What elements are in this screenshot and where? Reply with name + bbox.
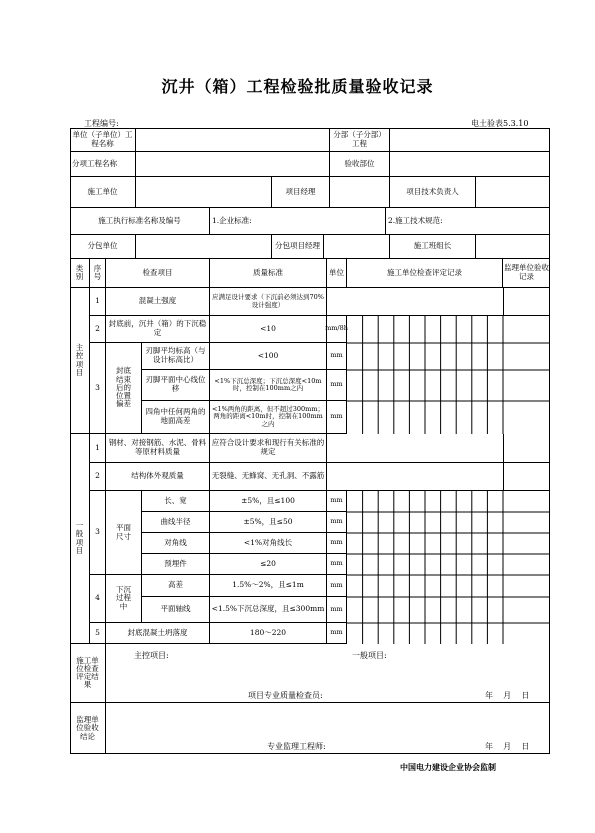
col-record: 施工单位检查评定记录 <box>347 259 503 288</box>
footer-issuer: 中国电力建设企业协会监制 <box>400 763 496 772</box>
main-row-3-group: 封底结束后的位置偏差 <box>106 343 142 434</box>
gen-row-4-group: 下沉过程中 <box>106 575 142 623</box>
quality-inspector-label: 项目专业质量检查员: <box>248 691 323 700</box>
sub-item-label: 分项工程名称 <box>70 152 136 177</box>
col-seq: 序号 <box>90 259 106 288</box>
gen-row-3b-item: 曲线半径 <box>142 512 210 533</box>
main-row-3c-unit: mm <box>327 401 347 434</box>
col-category: 类别 <box>70 259 90 288</box>
supervision-engineer-label: 专业监理工程师: <box>267 742 326 751</box>
gen-row-4a-standard: 1.5%～2%，且≤1m <box>210 575 327 597</box>
main-row-3b-item: 刃脚平面中心线位移 <box>142 370 210 401</box>
col-supervision: 监理单位验收记录 <box>503 259 550 288</box>
supervision-conclusion-box[interactable] <box>106 703 550 754</box>
gen-row-3c-unit: mm <box>327 533 347 554</box>
inspection-form <box>70 128 550 754</box>
gen-row-2-seq: 2 <box>90 463 106 491</box>
gen-row-3-group: 平面尺寸 <box>106 491 142 575</box>
main-row-3a-unit: mm <box>327 343 347 370</box>
gen-row-1-item: 钢材、对接钢筋、水泥、骨料等原材料质量 <box>106 434 210 463</box>
main-row-3b-standard: <1%下沉总深度；下沉总深度<10m时，控制在100mm之内 <box>210 370 327 401</box>
gen-row-5-item: 封底混凝土坍落度 <box>106 623 210 644</box>
conclusion-general-items: 一般项目: <box>352 651 387 660</box>
gen-row-5-standard: 180～220 <box>210 623 327 644</box>
main-row-2-seq: 2 <box>90 316 106 343</box>
gen-row-4b-item: 平面轴线 <box>142 597 210 623</box>
unit-project-label: 单位（子单位）工程名称 <box>70 128 136 152</box>
main-row-3c-item: 四角中任何两角的地面高差 <box>142 401 210 434</box>
subcontractor-label: 分包单位 <box>70 235 136 259</box>
gen-row-3d-unit: mm <box>327 554 347 575</box>
col-unit: 单位 <box>327 259 347 288</box>
gen-row-4-seq: 4 <box>90 575 106 623</box>
tech-spec[interactable]: 2.施工技术规范: <box>386 208 550 235</box>
gen-row-3c-item: 对角线 <box>142 533 210 554</box>
gen-row-3d-item: 预埋件 <box>142 554 210 575</box>
main-row-3a-item: 刃脚平均标高（与设计标高比） <box>142 343 210 370</box>
main-row-3c-standard: <1%两角的距离，但不超过300mm；两角的距离<10m时，控制在100mm之内 <box>210 401 327 434</box>
sub-pm-label: 分包项目经理 <box>272 235 324 259</box>
main-row-3a-standard: <100 <box>210 343 327 370</box>
col-item: 检查项目 <box>106 259 210 288</box>
col-standard: 质量标准 <box>210 259 327 288</box>
main-items-label: 主控项目 <box>70 288 90 434</box>
gen-row-3-seq: 3 <box>90 491 106 575</box>
gen-row-5-unit: mm <box>327 623 347 644</box>
gen-row-2-item: 结构体外观质量 <box>106 463 210 491</box>
gen-row-3c-standard: <1%对角线长 <box>210 533 327 554</box>
gen-row-3b-standard: ±5%，且≤50 <box>210 512 327 533</box>
gen-row-5-seq: 5 <box>90 623 106 644</box>
main-row-2-item: 封底前，沉井（箱）的下沉稳定 <box>106 316 210 343</box>
form-number: 电土验表5.3.10 <box>471 119 529 128</box>
conclusion-label: 施工单位检查评定结果 <box>70 644 106 703</box>
main-row-2-unit: mm/8h <box>327 316 347 343</box>
main-row-1-item: 混凝土强度 <box>106 288 210 316</box>
project-no-label: 工程编号: <box>84 119 119 128</box>
project-manager-label: 项目经理 <box>272 177 330 208</box>
gen-row-3b-unit: mm <box>327 512 347 533</box>
gen-row-3a-standard: ±5%，且≤100 <box>210 491 327 512</box>
main-row-1-seq: 1 <box>90 288 106 316</box>
supervision-conclusion-label: 监理单位验收结论 <box>70 703 106 754</box>
gen-row-4b-unit: mm <box>327 597 347 623</box>
conclusion-date: 年 月 日 <box>485 691 530 700</box>
main-row-3b-unit: mm <box>327 370 347 401</box>
main-row-2-standard: <10 <box>210 316 327 343</box>
conclusion-main-items: 主控项目: <box>134 651 169 660</box>
main-row-1-standard: 应满足设计要求（下沉前必须达到70%设计强度） <box>210 288 327 316</box>
page-title: 沉井（箱）工程检验批质量验收记录 <box>161 77 434 96</box>
gen-row-4a-item: 高差 <box>142 575 210 597</box>
gen-row-3a-item: 长、宽 <box>142 491 210 512</box>
gen-row-1-seq: 1 <box>90 434 106 463</box>
gen-row-1-standard: 应符合设计要求和现行有关标准的规定 <box>210 434 327 463</box>
general-items-label: 一般项目 <box>70 434 90 644</box>
gen-row-3d-standard: ≤20 <box>210 554 327 575</box>
main-row-3-seq: 3 <box>90 343 106 434</box>
exec-standard-label: 施工执行标准名称及编号 <box>70 208 210 235</box>
acceptance-part-label: 验收部位 <box>330 152 390 177</box>
conclusion-box[interactable] <box>106 644 550 703</box>
tech-lead-label: 项目技术负责人 <box>390 177 476 208</box>
gen-row-4a-unit: mm <box>327 575 347 597</box>
gen-row-2-standard: 无裂缝、无蜂窝、无孔洞、不露筋 <box>210 463 327 491</box>
enterprise-standard[interactable]: 1.企业标准: <box>210 208 386 235</box>
division-label: 分部（子分部）工程 <box>330 128 390 152</box>
supervision-date: 年 月 日 <box>485 742 530 751</box>
team-leader-label: 施工班组长 <box>390 235 476 259</box>
gen-row-3a-unit: mm <box>327 491 347 512</box>
construction-unit-label: 施工单位 <box>70 177 136 208</box>
gen-row-4b-standard: <1.5%下沉总深度，且≤300mm <box>210 597 327 623</box>
